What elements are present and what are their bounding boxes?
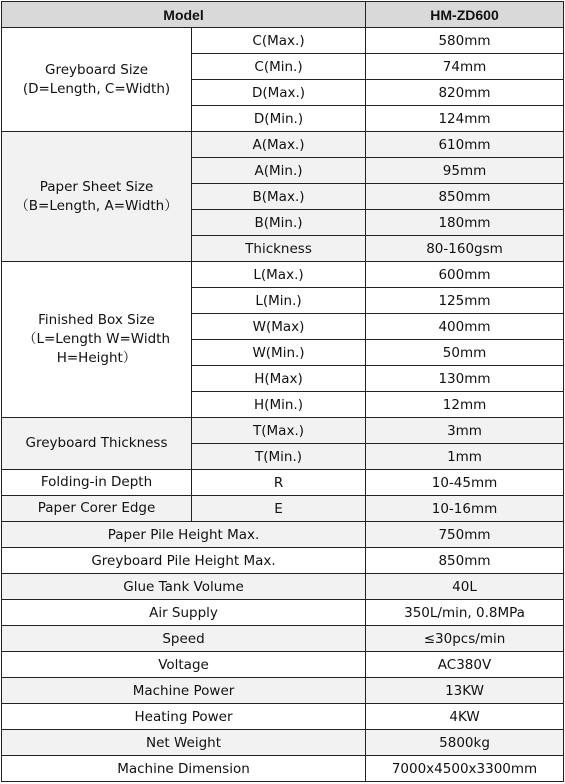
table-row: [2, 28, 564, 54]
value-cell: 10-16mm: [366, 496, 564, 522]
group-label-line: Paper Corer Edge: [37, 500, 156, 516]
spec-label-cell: Machine Power: [2, 678, 366, 704]
table-row: [2, 600, 564, 626]
spec-label-cell: Voltage: [2, 652, 366, 678]
group-label-line: Greyboard Thickness: [25, 435, 168, 451]
param-cell: T(Max.): [192, 418, 366, 444]
param-cell: C(Min.): [192, 54, 366, 80]
value-cell: 850mm: [366, 548, 564, 574]
param-cell: D(Min.): [192, 106, 366, 132]
value-cell: 13KW: [366, 678, 564, 704]
group-label-line: Paper Sheet Size: [39, 178, 154, 195]
param-cell: H(Min.): [192, 392, 366, 418]
group-label: [2, 132, 192, 262]
value-cell: 400mm: [366, 314, 564, 340]
value-cell: 50mm: [366, 340, 564, 366]
param-cell: L(Min.): [192, 288, 366, 314]
value-cell: 5800kg: [366, 730, 564, 756]
param-cell: T(Min.): [192, 444, 366, 470]
value-cell: 610mm: [366, 132, 564, 158]
value-cell: 3mm: [366, 418, 564, 444]
table-row: [2, 730, 564, 756]
table-row: [2, 678, 564, 704]
spec-label-cell: Air Supply: [2, 600, 366, 626]
param-cell: D(Max.): [192, 80, 366, 106]
value-cell: 74mm: [366, 54, 564, 80]
value-cell: 600mm: [366, 262, 564, 288]
param-cell: B(Max.): [192, 184, 366, 210]
model-name-header: HM-ZD600: [366, 2, 564, 28]
value-cell: AC380V: [366, 652, 564, 678]
value-cell: ≤30pcs/min: [366, 626, 564, 652]
table-row: [2, 704, 564, 730]
group-label-line: （L=Length W=Width: [22, 331, 171, 347]
param-cell: C(Max.): [192, 28, 366, 54]
group-label-line: H=Height）: [56, 350, 137, 366]
table-row: [2, 574, 564, 600]
param-cell: H(Max): [192, 366, 366, 392]
table-row: [2, 470, 564, 496]
param-cell: A(Max.): [192, 132, 366, 158]
spec-label-cell: Net Weight: [2, 730, 366, 756]
value-cell: 125mm: [366, 288, 564, 314]
value-cell: 12mm: [366, 392, 564, 418]
value-cell: 7000x4500x3300mm: [366, 756, 564, 782]
value-cell: 180mm: [366, 210, 564, 236]
table-row: [2, 418, 564, 444]
table-row: [2, 262, 564, 288]
group-label-line: (D=Length, C=Width): [22, 80, 171, 97]
model-header: Model: [2, 2, 366, 28]
param-cell: A(Min.): [192, 158, 366, 184]
value-cell: 124mm: [366, 106, 564, 132]
value-cell: 80-160gsm: [366, 236, 564, 262]
group-label: [2, 262, 192, 418]
table-row: [2, 496, 564, 522]
value-cell: 130mm: [366, 366, 564, 392]
table-row: [2, 756, 564, 782]
value-cell: 850mm: [366, 184, 564, 210]
param-cell: R: [192, 470, 366, 496]
spec-label-cell: Machine Dimension: [2, 756, 366, 782]
param-cell: Thickness: [192, 236, 366, 262]
header-row: [2, 2, 564, 28]
table-row: [2, 548, 564, 574]
spec-label-cell: Heating Power: [2, 704, 366, 730]
group-label: [2, 496, 192, 522]
value-cell: 820mm: [366, 80, 564, 106]
value-cell: 350L/min, 0.8MPa: [366, 600, 564, 626]
value-cell: 750mm: [366, 522, 564, 548]
param-cell: W(Max): [192, 314, 366, 340]
spec-label-cell: Paper Pile Height Max.: [2, 522, 366, 548]
param-cell: W(Min.): [192, 340, 366, 366]
value-cell: 40L: [366, 574, 564, 600]
table-row: [2, 522, 564, 548]
value-cell: 95mm: [366, 158, 564, 184]
group-label: [2, 470, 192, 496]
spec-label-cell: Speed: [2, 626, 366, 652]
group-label-line: （B=Length, A=Width）: [15, 197, 178, 214]
group-label: [2, 28, 192, 132]
group-label: [2, 418, 192, 470]
param-cell: E: [192, 496, 366, 522]
group-label-line: Greyboard Size: [45, 61, 148, 78]
table-row: [2, 652, 564, 678]
spec-table: [1, 1, 564, 782]
value-cell: 10-45mm: [366, 470, 564, 496]
table-row: [2, 132, 564, 158]
spec-body: [2, 28, 564, 782]
param-cell: L(Max.): [192, 262, 366, 288]
group-label-line: Finished Box Size: [38, 312, 155, 328]
table-row: [2, 626, 564, 652]
value-cell: 580mm: [366, 28, 564, 54]
value-cell: 1mm: [366, 444, 564, 470]
group-label-line: Folding-in Depth: [40, 474, 153, 490]
spec-label-cell: Glue Tank Volume: [2, 574, 366, 600]
spec-label-cell: Greyboard Pile Height Max.: [2, 548, 366, 574]
param-cell: B(Min.): [192, 210, 366, 236]
value-cell: 4KW: [366, 704, 564, 730]
